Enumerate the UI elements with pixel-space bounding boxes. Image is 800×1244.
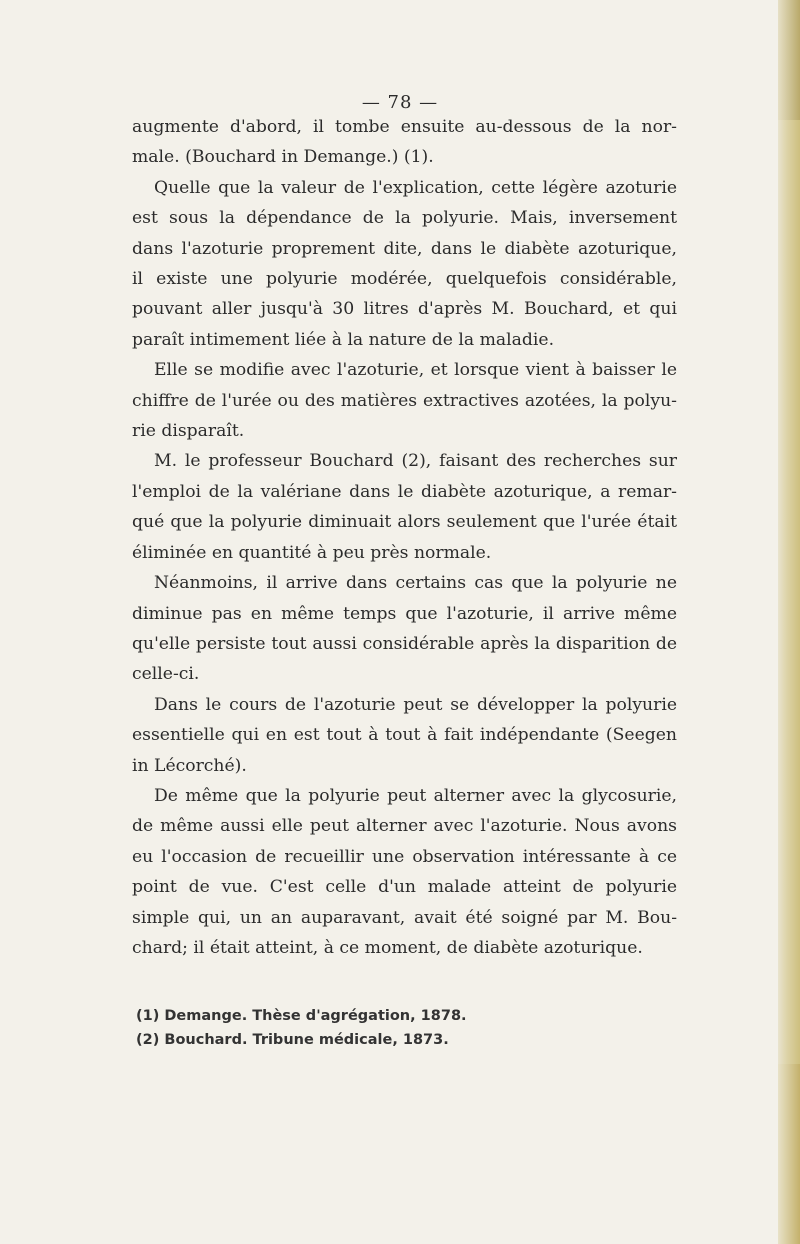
text-line: rie disparaît. <box>132 421 245 442</box>
page-number: — 78 — <box>361 92 439 113</box>
text-line: dans l'azoturie proprement dite, dans le diabète azoturique, <box>132 238 677 259</box>
text-line: de même aussi elle peut alterner avec l'azoturie. Nous avons <box>132 816 677 837</box>
text-line: Quelle que la valeur de l'explication, cette légère azoturie <box>154 177 677 198</box>
text-line: pouvant aller jusqu'à 30 litres d'après M. Bouchard, et qui <box>132 299 677 320</box>
text-line: qu'elle persiste tout aussi considérable après la disparition de <box>132 633 677 654</box>
text-line: celle-ci. <box>132 664 200 685</box>
text-line: l'emploi de la valériane dans le diabète azoturique, a remar- <box>132 481 677 502</box>
text-line: augmente d'abord, il tombe ensuite au-dessous de la nor- <box>132 117 677 137</box>
text-line: male. (Bouchard in Demange.) (1). <box>132 147 434 168</box>
text-line: De même que la polyurie peut alterner avec la glycosurie, <box>154 785 677 806</box>
text-line: Elle se modifie avec l'azoturie, et lorsque vient à baisser le <box>154 360 677 381</box>
text-line: simple qui, un an auparavant, avait été soigné par M. Bou- <box>132 907 677 928</box>
footnote: (2) Bouchard. Tribune médicale, 1873. <box>136 1032 449 1048</box>
text-line: chard; il était atteint, à ce moment, de diabète azoturique. <box>132 937 643 958</box>
body-text <box>132 112 677 963</box>
text-line: il existe une polyurie modérée, quelquefois considérable, <box>132 269 677 290</box>
text-line: eu l'occasion de recueillir une observation intéressante à ce <box>132 846 677 867</box>
text-line: diminue pas en même temps que l'azoturie, il arrive même <box>132 603 677 624</box>
text-line: chiffre de l'urée ou des matières extractives azotées, la polyu- <box>132 390 677 411</box>
text-line: éliminée en quantité à peu près normale. <box>132 542 492 563</box>
text-line: M. le professeur Bouchard (2), faisant des recherches sur <box>154 451 677 472</box>
page-edge-shadow-bottom <box>778 1064 800 1244</box>
text-line: Néanmoins, il arrive dans certains cas que la polyurie ne <box>154 573 677 594</box>
text-line: point de vue. C'est celle d'un malade atteint de polyurie <box>132 877 677 898</box>
text-line: est sous la dépendance de la polyurie. Mais, inversement <box>132 208 677 229</box>
footnotes <box>136 1004 696 1052</box>
footnote: (1) Demange. Thèse d'agrégation, 1878. <box>136 1008 467 1024</box>
text-line: essentielle qui en est tout à tout à fait indépendante (Seegen <box>132 725 677 746</box>
text-line: qué que la polyurie diminuait alors seulement que l'urée était <box>132 512 677 533</box>
text-line: in Lécorché). <box>132 755 247 776</box>
page-edge <box>778 0 800 1244</box>
text-line: paraît intimement liée à la nature de la maladie. <box>132 329 555 350</box>
text-line: Dans le cours de l'azoturie peut se développer la polyurie <box>154 694 677 715</box>
